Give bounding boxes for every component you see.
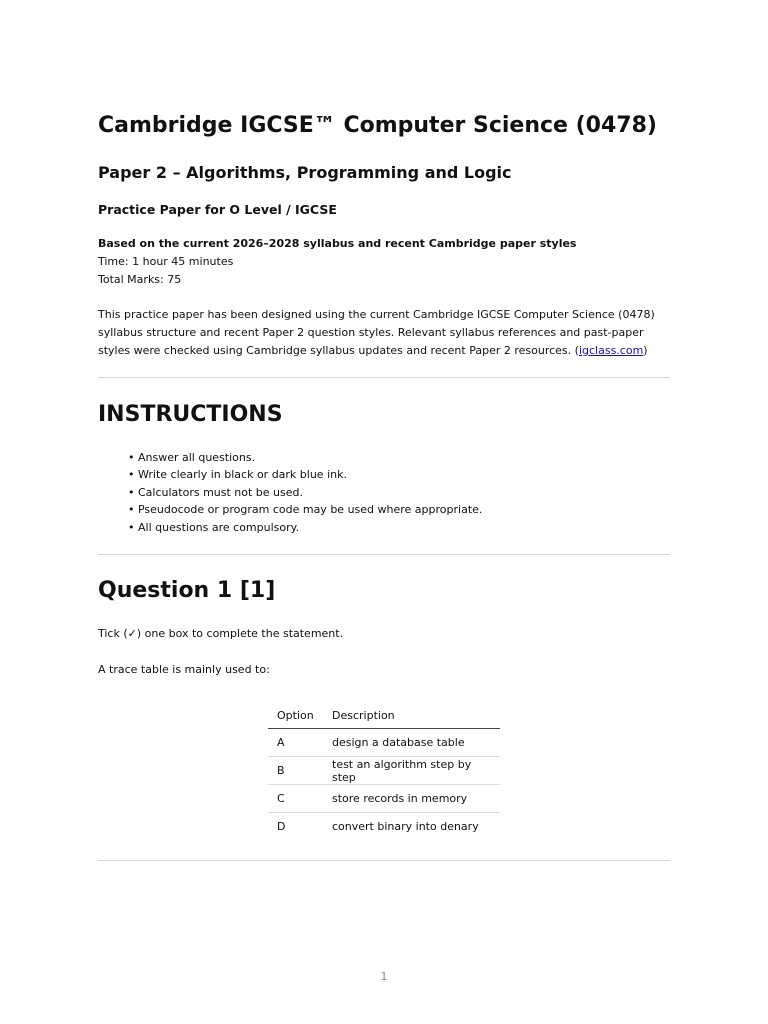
table-row bbox=[268, 813, 500, 841]
table-header-row bbox=[268, 702, 500, 729]
question-1-instruction: Tick (✓) one box to complete the statement. bbox=[98, 627, 344, 640]
table-row bbox=[268, 785, 500, 813]
table-row bbox=[268, 729, 500, 757]
intro-paragraph bbox=[98, 306, 670, 360]
option-letter: C bbox=[268, 785, 323, 813]
question-1-stem: A trace table is mainly used to: bbox=[98, 663, 270, 676]
intro-text: This practice paper has been designed using the current Cambridge IGCSE Computer Science (0478) syllabus structure and recent Paper 2 question styles. Relevant syllabus references and past-paper styles were checked using Cambridge syllabus updates and recent Paper 2 resources. ( bbox=[98, 308, 655, 357]
syllabus-note: Based on the current 2026–2028 syllabus and recent Cambridge paper styles bbox=[98, 237, 577, 250]
column-header-description: Description bbox=[323, 702, 500, 729]
total-marks: Total Marks: 75 bbox=[98, 273, 182, 286]
option-description: convert binary into denary bbox=[332, 820, 479, 833]
instructions-list bbox=[128, 449, 482, 536]
page-title: Cambridge IGCSE™ Computer Science (0478) bbox=[98, 113, 657, 138]
list-item: • Pseudocode or program code may be used where appropriate. bbox=[128, 503, 483, 517]
column-header-option: Option bbox=[268, 702, 323, 729]
question-1-heading: Question 1 [1] bbox=[98, 578, 276, 603]
list-item: • Write clearly in black or dark blue ink. bbox=[128, 468, 347, 482]
list-item: • Answer all questions. bbox=[128, 451, 256, 464]
intro-close: ) bbox=[643, 344, 648, 357]
option-description: design a database table bbox=[323, 729, 500, 757]
divider bbox=[98, 860, 670, 861]
igclass-link[interactable]: igclass.com bbox=[578, 344, 644, 357]
option-letter: B bbox=[268, 757, 323, 785]
option-letter: A bbox=[268, 729, 323, 757]
table-row bbox=[268, 757, 500, 785]
list-item: • Calculators must not be used. bbox=[128, 485, 304, 499]
option-description: test an algorithm step by step bbox=[323, 757, 500, 785]
option-letter: D bbox=[277, 820, 286, 833]
paper-meta bbox=[98, 235, 576, 289]
list-item: • All questions are compulsory. bbox=[128, 520, 300, 534]
paper-subtitle: Paper 2 – Algorithms, Programming and Logic bbox=[98, 163, 512, 182]
divider bbox=[98, 554, 670, 555]
practice-heading: Practice Paper for O Level / IGCSE bbox=[98, 202, 337, 217]
divider bbox=[98, 377, 670, 378]
page-number: 1 bbox=[380, 970, 388, 983]
option-description: store records in memory bbox=[323, 785, 500, 813]
options-table bbox=[268, 702, 500, 840]
time-allowed: Time: 1 hour 45 minutes bbox=[98, 255, 234, 268]
instructions-heading: INSTRUCTIONS bbox=[98, 402, 283, 427]
